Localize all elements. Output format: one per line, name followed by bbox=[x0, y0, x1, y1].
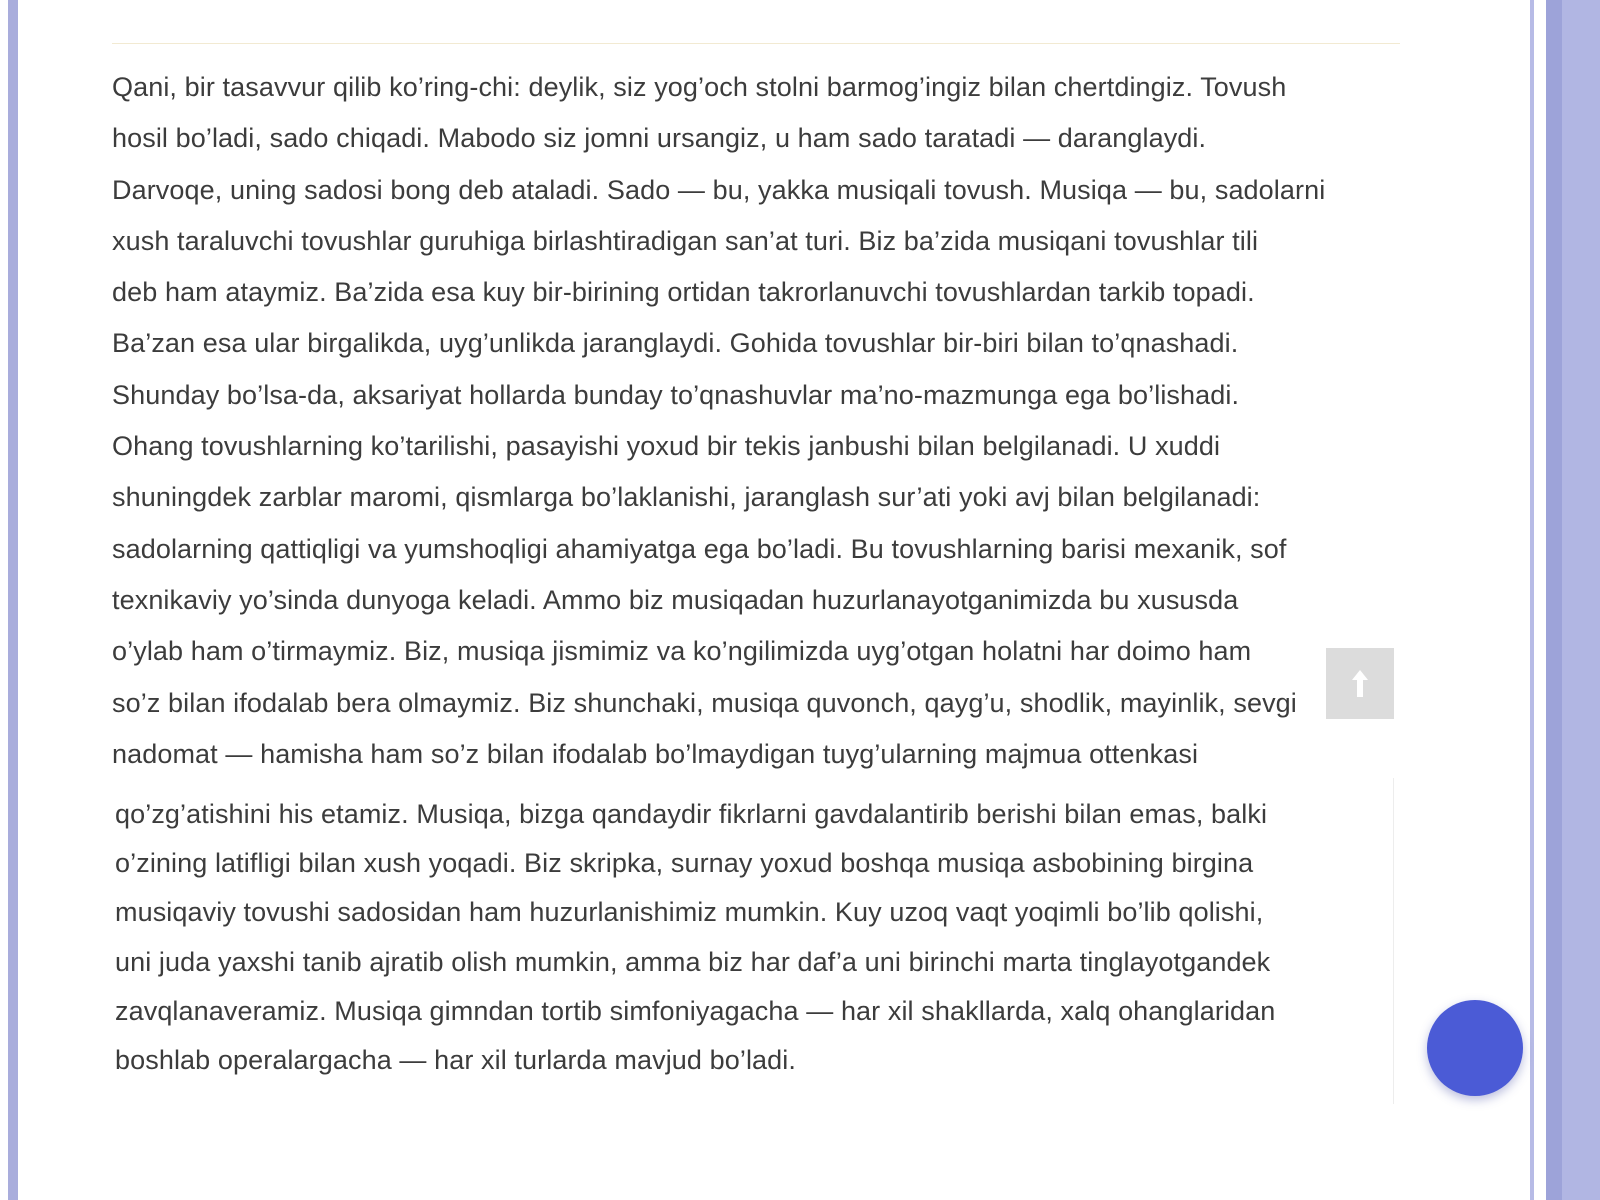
text-line: Shunday bo’lsa-da, aksariyat hollarda bunday to’qnashuvlar ma’no-mazmunga ega bo’lishadi. bbox=[112, 379, 1240, 410]
card-edge bbox=[1393, 778, 1394, 1104]
right-page-frame bbox=[1530, 0, 1600, 1200]
text-line: texnikaviy yo’sinda dunyoga keladi. Ammo biz musiqadan huzurlanayotganimizda bu xususda bbox=[112, 584, 1239, 615]
text-line: shuningdek zarblar maromi, qismlarga bo’laklanishi, jaranglash sur’ati yoki avj bilan belgilanadi: bbox=[112, 482, 1261, 513]
left-page-border bbox=[8, 0, 18, 1200]
text-line: Qani, bir tasavvur qilib ko’ring-chi: deylik, siz yog’och stolni barmog’ingiz bilan chertdingiz. Tovush bbox=[112, 72, 1287, 102]
frame-stripe bbox=[1562, 0, 1600, 1200]
scroll-to-top-button[interactable] bbox=[1326, 648, 1394, 719]
text-line: Ba’zan esa ular birgalikda, uyg’unlikda jaranglaydi. Gohida tovushlar bir-biri bilan to’qnashadi. bbox=[112, 328, 1239, 359]
floating-action-button[interactable] bbox=[1427, 1000, 1523, 1096]
frame-stripe bbox=[1546, 0, 1562, 1200]
text-line: deb ham ataymiz. Ba’zida esa kuy bir-birining ortidan takrorlanuvchi tovushlardan tarkib topadi. bbox=[112, 277, 1255, 308]
text-line: Darvoqe, uning sadosi bong deb ataladi. Sado — bu, yakka musiqali tovush. Musiqa — bu, sadolarni bbox=[112, 174, 1326, 205]
text-line: Ohang tovushlarning ko’tarilishi, pasayishi yoxud bir tekis janbushi bilan belgilanadi. U xuddi bbox=[112, 431, 1221, 462]
text-line: xush taraluvchi tovushlar guruhiga birlashtiradigan san’at turi. Biz ba’zida musiqani tovushlar tili bbox=[112, 225, 1259, 256]
top-divider bbox=[112, 43, 1400, 44]
text-line: o’zining latifligi bilan xush yoqadi. Biz skripka, surnay yoxud boshqa musiqa asbobining birgina bbox=[115, 848, 1254, 879]
text-line: musiqaviy tovushi sadosidan ham huzurlanishimiz mumkin. Kuy uzoq vaqt yoqimli bo’lib qolishi, bbox=[115, 897, 1264, 928]
text-line: boshlab operalargacha — har xil turlarda mavjud bo’ladi. bbox=[115, 1045, 796, 1076]
text-line: o’ylab ham o’tirmaymiz. Biz, musiqa jismimiz va ko’ngilimizda uyg’otgan holatni har doimo ham bbox=[112, 636, 1252, 667]
text-line: hosil bo’ladi, sado chiqadi. Mabodo siz jomni ursangiz, u ham sado taratadi — daranglaydi. bbox=[112, 123, 1207, 154]
text-line: zavqlanaveramiz. Musiqa gimndan tortib simfoniyagacha — har xil shakllarda, xalq ohanglaridan bbox=[115, 995, 1276, 1026]
text-line: so’z bilan ifodalab bera olmaymiz. Biz shunchaki, musiqa quvonch, qayg’u, shodlik, mayinlik, sevgi bbox=[112, 687, 1297, 718]
text-line: qo’zg’atishini his etamiz. Musiqa, bizga qandaydir fikrlarni gavdalantirib berishi bilan emas, balki bbox=[115, 799, 1268, 829]
article-paragraph-2 bbox=[115, 790, 1355, 1085]
text-line: nadomat — hamisha ham so’z bilan ifodalab bo’lmaydigan tuyg’ularning majmua ottenkasi bbox=[112, 738, 1199, 769]
text-line: uni juda yaxshi tanib ajratib olish mumkin, amma biz har daf’a uni birinchi marta tinglayotgandek bbox=[115, 946, 1271, 977]
arrow-up-icon bbox=[1351, 668, 1369, 700]
text-line: sadolarning qattiqligi va yumshoqligi ahamiyatga ega bo’ladi. Bu tovushlarning barisi mexanik, sof bbox=[112, 533, 1287, 564]
article-paragraph-1 bbox=[112, 62, 1352, 780]
frame-gap bbox=[1534, 0, 1546, 1200]
